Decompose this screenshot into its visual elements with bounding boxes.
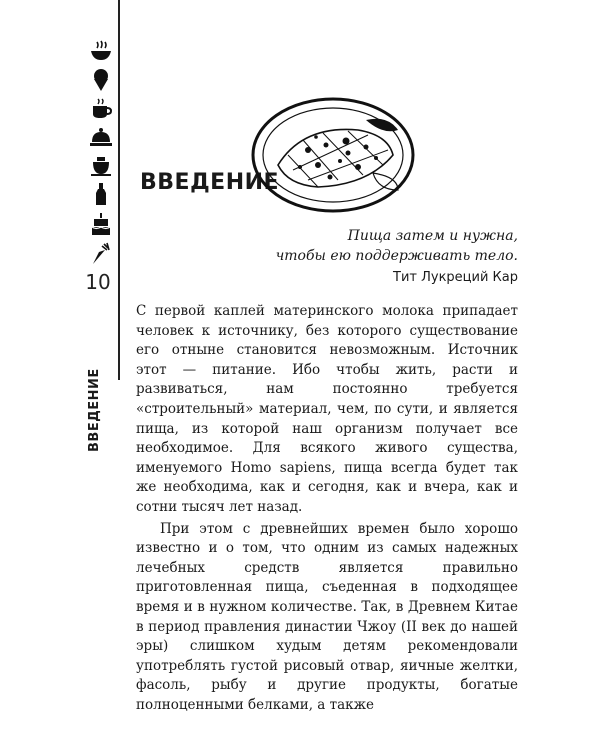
epigraph-line-1: Пища затем и нужна, xyxy=(347,228,518,244)
carrot-icon xyxy=(90,242,112,266)
chapter-title: ВВЕДЕНИЕ xyxy=(140,170,280,195)
body-text xyxy=(136,302,518,715)
bowl-icon xyxy=(90,40,112,62)
cup-icon xyxy=(90,98,112,120)
cake-icon xyxy=(90,212,112,236)
teapot-icon xyxy=(89,154,113,176)
paragraph: С первой каплей материнского молока припадает человек к источнику, без которого существование его отныне становится невозможным. Источник этот — питание. Ибо чтобы жить, расти и развиваться, нам постоянно требуется «строительный» материал, чем, по сути, и является пища, из которой наш организм получает все необходимое. Для всякого живого существа, именуемого Homo sapiens, пища всегда будет так же необходима, как и сегодня, как и вчера, как и сотни тысяч лет назад. xyxy=(136,303,518,515)
page-number: 10 xyxy=(85,270,111,294)
ice-cream-icon xyxy=(90,68,112,92)
margin-rule xyxy=(118,0,120,380)
bottle-icon xyxy=(90,182,112,206)
running-head: ВВЕДЕНИЕ xyxy=(87,368,102,452)
epigraph xyxy=(276,226,518,288)
cloche-icon xyxy=(89,126,113,148)
paragraph: При этом с древнейших времен было хорошо известно и о том, что одним из самых надежных лечебных средств является правильно приготовленная пища, съеденная в подходящее время и в нужном количестве. Так, в Древнем Китае в период правления династии Чжоу (II век до нашей эры) слишком худым детям рекомендовали употреблять густой рисовый отвар, яичные желтки, фасоль, рыбу и другие продукты, богатые полноценными белками, а также xyxy=(136,520,518,713)
epigraph-line-2: чтобы ею поддерживать тело. xyxy=(275,248,518,264)
margin-icon-column xyxy=(88,40,114,272)
pizza-plate-illustration xyxy=(248,95,418,215)
epigraph-author: Тит Лукреций Кар xyxy=(393,270,518,285)
